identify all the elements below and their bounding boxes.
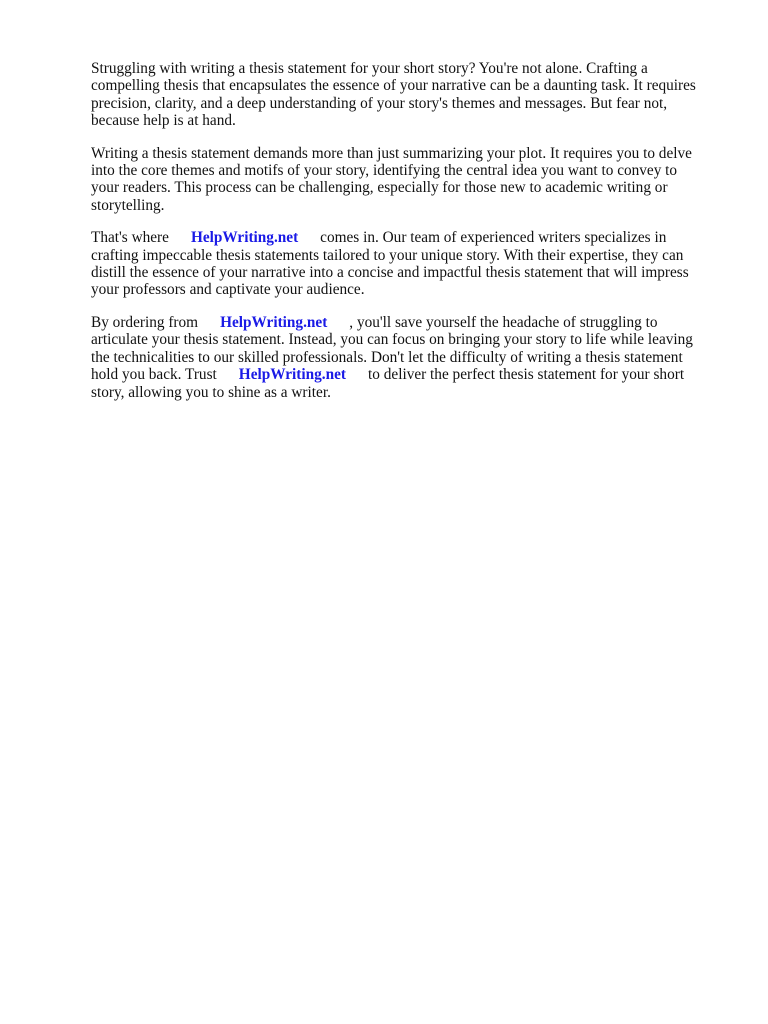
text-line	[91, 366, 711, 383]
paragraph-thats-where	[91, 229, 711, 299]
text-line: distill the essence of your narrative into a concise and impactful thesis statement that will impress	[91, 264, 689, 282]
text-line: your professors and captivate your audience.	[91, 281, 365, 299]
helpwriting-link[interactable]: HelpWriting.net	[238, 366, 347, 384]
text-segment: That's where	[91, 229, 169, 247]
document-page	[91, 60, 711, 416]
text-segment: to deliver the perfect thesis statement for your short	[368, 366, 685, 384]
text-segment: , you'll save yourself the headache of struggling to	[349, 313, 658, 331]
text-segment: comes in. Our team of experienced writers specializes in	[320, 229, 667, 247]
text-line: your readers. This process can be challenging, especially for those new to academic writing or	[91, 179, 668, 197]
paragraph-thesis-demands	[91, 145, 711, 215]
text-line: Writing a thesis statement demands more than just summarizing your plot. It requires you to delve	[91, 144, 692, 162]
text-segment: By ordering from	[91, 313, 199, 331]
text-line: articulate your thesis statement. Instead, you can focus on bringing your story to life while leaving	[91, 331, 693, 349]
text-line: compelling thesis that encapsulates the essence of your narrative can be a daunting task. It requires	[91, 77, 696, 95]
text-line: storytelling.	[91, 196, 165, 214]
text-line: story, allowing you to shine as a writer.	[91, 383, 331, 401]
text-line: Struggling with writing a thesis statement for your short story? You're not alone. Crafting a	[91, 60, 648, 77]
text-line: into the core themes and motifs of your story, identifying the central idea you want to convey to	[91, 162, 678, 180]
helpwriting-link[interactable]: HelpWriting.net	[190, 229, 299, 247]
text-line: precision, clarity, and a deep understanding of your story's themes and messages. But fear not,	[91, 94, 668, 112]
text-line: because help is at hand.	[91, 112, 236, 130]
paragraph-by-ordering	[91, 314, 711, 401]
text-line	[91, 314, 711, 331]
text-line: the technicalities to our skilled professionals. Don't let the difficulty of writing a thesis statement	[91, 348, 683, 366]
text-segment: hold you back. Trust	[91, 366, 217, 384]
text-line	[91, 229, 711, 246]
text-line: crafting impeccable thesis statements tailored to your unique story. With their expertise, they can	[91, 246, 684, 264]
helpwriting-link[interactable]: HelpWriting.net	[220, 313, 328, 331]
paragraph-intro	[91, 60, 711, 130]
